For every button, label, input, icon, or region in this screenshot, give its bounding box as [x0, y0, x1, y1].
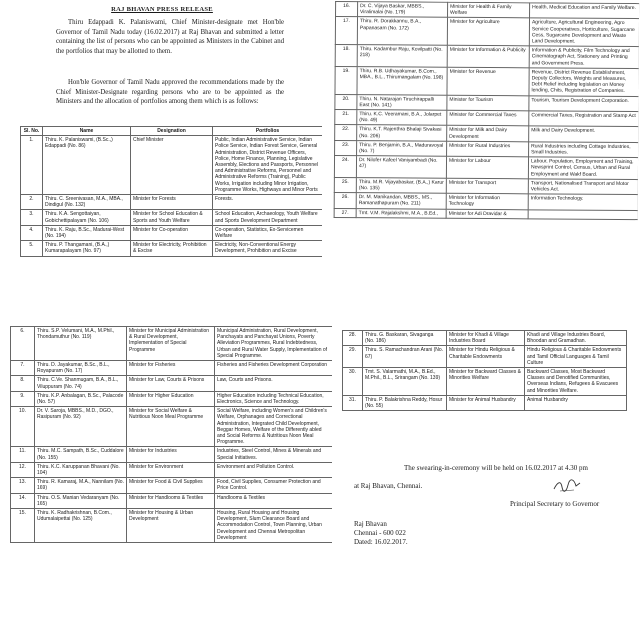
designation-cell: Minister for Animal Husbandry — [447, 395, 525, 410]
portfolio-cell: Public, Indian Administrative Service, Indian Police Service, Indian Forest Service, General Administration, District Revenue Officers, Police, Home Finance, Planning, Legislative Assembly, Elections and Passports, Personnel and Administrative Reforms, Personnel and Administrative Reforms (Training), Public Works, Irrigation including Minor Irrigation, Programme Works, Highways and Minor Ports — [213, 136, 323, 195]
table-row — [334, 208, 638, 219]
portfolio-cell: Food, Civil Supplies, Consumer Protection and Price Control. — [215, 478, 333, 493]
sl-no-cell: 12. — [11, 462, 35, 477]
designation-cell: Minister for Revenue — [447, 67, 529, 95]
table-row — [21, 210, 323, 225]
name-cell: Thiru. D. Jayakumar, B.Sc., B.L., Royapuram (No. 17) — [35, 361, 127, 376]
header-portfolios: Portfolios — [213, 127, 323, 136]
header-name: Name — [43, 127, 131, 136]
designation-cell: Minister for Housing & Urban Development — [127, 509, 215, 543]
designation-cell: Minister for Higher Education — [127, 391, 215, 406]
designation-cell: Minister for Health & Family Welfare — [448, 2, 530, 18]
sl-no-cell: 29. — [343, 346, 363, 368]
designation-cell: Minister for Law, Courts & Prisons — [127, 376, 215, 391]
name-cell: Thiru. P. Balakrishna Reddy, Hosur (No. 55) — [363, 395, 447, 410]
portfolio-cell: Housing, Rural Housing and Housing Development, Slum Clearance Board and Accommodation Control, Town Planning, Urban Development and Chennai Metropolitan Development — [215, 509, 333, 543]
press-release-page-2 — [329, 1, 639, 325]
designation-cell: Chief Minister — [131, 136, 213, 195]
table-row — [335, 66, 639, 96]
portfolio-cell: Municipal Administration, Rural Development, Panchayats and Panchayat Unions, Poverty Alleviation Programmes, Rural Indebtedness, Urban and Rural Water Supply, Implementation of Special Programme. — [215, 327, 333, 361]
portfolio-cell: Khadi and Village Industries Board, Bhoodan and Gramadhan. — [525, 331, 627, 346]
sl-no-cell: 7. — [11, 361, 35, 376]
name-cell: Thiru. P. Thangamani, (B.A.,) Kumarapalayam (No. 97) — [43, 241, 131, 256]
sl-no-cell: 28. — [343, 331, 363, 346]
designation-cell: Minister for Co-operation — [131, 225, 213, 240]
designation-cell: Minister for Social Welfare & Nutritious Noon Meal Programme — [127, 407, 215, 447]
header-designation: Designation — [131, 127, 213, 136]
portfolio-cell: Industries, Steel Control, Mines & Minerals and Special Initiatives. — [215, 447, 333, 462]
portfolio-cell: Forests. — [213, 195, 323, 210]
table-row — [21, 225, 323, 240]
table-row — [11, 361, 333, 376]
name-cell: Tmt. S. Valarmathi, M.A., B.Ed., M.Phil., B.L., Srirangam (No. 139) — [363, 368, 447, 396]
table-row — [343, 368, 627, 396]
name-cell: Dr. V. Saroja, MBBS., M.D., DGO., Rasipuram (No. 92) — [35, 407, 127, 447]
press-release-page-4 — [334, 330, 638, 636]
name-cell: Thiru. K.C. Karuppanan Bhavani (No. 104) — [35, 462, 127, 477]
portfolio-cell: Information & Publicity, Film Technology and Cinematograph Act, Stationery and Printing and Government Press. — [529, 46, 639, 68]
name-cell: Thiru. C. Sreenivasan, M.A., MBA., Dindigul (No. 132) — [43, 195, 131, 210]
designation-cell: Minister for Khadi & Village Industries Board — [447, 331, 525, 346]
portfolio-cell: Environment and Pollution Control. — [215, 462, 333, 477]
sl-no-cell: 23. — [335, 140, 357, 156]
designation-cell: Minister for Electricity, Prohibition & Excise — [131, 241, 213, 256]
sl-no-cell: 5. — [21, 241, 43, 256]
sl-no-cell: 26. — [334, 193, 356, 209]
designation-cell: Minister for Environment — [127, 462, 215, 477]
table-row — [11, 478, 333, 493]
table-row — [21, 136, 323, 195]
sl-no-cell: 8. — [11, 376, 35, 391]
intro-paragraph: Thiru Edappadi K. Palaniswami, Chief Minister-designate met Hon'ble Governor of Tamil Nadu today (16.02.2017) at Raj Bhavan and submitted a letter containing the list of persons who can be appointed as Ministers in the Cabinet and the portfolios that may be allotted to them. — [56, 19, 284, 55]
name-cell: Thiru. S. Ramachandran Arani (No. 67) — [363, 346, 447, 368]
sl-no-cell: 16. — [336, 1, 358, 17]
designation-cell: Minister for Backward Classes & Minorities Welfare — [447, 368, 525, 396]
sl-no-cell: 30. — [343, 368, 363, 396]
ministers-table-4 — [342, 330, 627, 411]
sl-no-cell: 14. — [11, 493, 35, 508]
name-cell: Thiru. M.R. Vijayabaskar, (B.A.,) Karur (No. 135) — [356, 177, 446, 193]
table-row — [11, 376, 333, 391]
ministers-table-3 — [10, 326, 332, 543]
sl-no-cell: 24. — [334, 156, 356, 178]
sl-no-cell: 27. — [334, 208, 356, 217]
designation-cell: Minister for Tourism — [447, 95, 529, 111]
designation-cell: Minister for Fisheries — [127, 361, 215, 376]
portfolio-cell: Hindu Religious & Charitable Endowments and Tamil Official Languages & Tamil Culture — [525, 346, 627, 368]
ceremony-place: at Raj Bhavan, Chennai. — [354, 482, 423, 490]
name-cell: Thiru. K. Palaniswami, (B.Sc.,) Edappadi (No. 86) — [43, 136, 131, 195]
name-cell: Thiru. M.C. Sampath, B.Sc., Cuddalore (No. 155) — [35, 447, 127, 462]
designation-cell: Minister for Food & Civil Supplies — [127, 478, 215, 493]
date-line: Dated: 16.02.2017. — [354, 538, 408, 546]
portfolio-cell — [528, 209, 638, 219]
sl-no-cell: 18. — [335, 45, 357, 67]
address-line: Chennai - 600 022 — [354, 529, 406, 537]
ministers-table-2 — [334, 1, 640, 220]
sl-no-cell: 22. — [335, 125, 357, 141]
press-release-title: RAJ BHAVAN PRESS RELEASE — [111, 6, 213, 13]
table-row — [343, 395, 627, 410]
address-line: Raj Bhavan — [354, 520, 387, 528]
name-cell: Thiru. G. Baskaran, Sivaganga (No. 186) — [363, 331, 447, 346]
sl-no-cell: 19. — [335, 66, 357, 94]
table-header-row — [21, 127, 323, 136]
table-row — [343, 346, 627, 368]
designation-cell: Minister for Labour — [446, 157, 528, 179]
table-row — [11, 462, 333, 477]
portfolio-cell: Higher Education including Technical Education, Electronics, Science and Technology. — [215, 391, 333, 406]
sl-no-cell: 4. — [21, 225, 43, 240]
portfolio-cell: Social Welfare, including Women's and Children's Welfare, Orphanages and Correctional Administration, Integrated Child Development, Beggar Homes, Welfare of the Differently abled and Social Reforms & Nutritious Noon Meal Programme. — [215, 407, 333, 447]
name-cell: Thiru. S.P. Velumani, M.A., M.Phil., Thondamuthur (No. 119) — [35, 327, 127, 361]
designation-cell: Minister for Agriculture — [447, 18, 529, 46]
press-release-page-3 — [2, 326, 332, 638]
sl-no-cell: 3. — [21, 210, 43, 225]
table-row — [11, 509, 333, 543]
designation-cell: Minister for Forests — [131, 195, 213, 210]
sl-no-cell: 1. — [21, 136, 43, 195]
designation-cell: Minister for Hindu Religious & Charitable Endowments — [447, 346, 525, 368]
table-row — [21, 195, 323, 210]
portfolio-cell: Co-operation, Statistics, Ex-Servicemen Welfare — [213, 225, 323, 240]
sl-no-cell: 9. — [11, 391, 35, 406]
table-row — [343, 331, 627, 346]
header-sl-no: Sl. No. — [21, 127, 43, 136]
name-cell: Thiru. R. Dorakkannu, B.A., Papanasam (No. 172) — [357, 17, 447, 45]
designation-cell: Minister for School Education & Sports and Youth Welfare — [131, 210, 213, 225]
table-row — [21, 241, 323, 256]
table-row — [335, 17, 639, 47]
name-cell: Thiru. O.S. Manian Vedaranyam (No. 165) — [35, 493, 127, 508]
name-cell: Thiru. K. Raju, B.Sc., Madurai-West (No. 194) — [43, 225, 131, 240]
sl-no-cell: 10. — [11, 407, 35, 447]
name-cell: Thiru. R. Kamaraj, M.A., Nannilam (No. 169) — [35, 478, 127, 493]
designation-cell: Minister for Information & Publicity — [447, 45, 529, 67]
portfolio-cell: Electricity, Non-Conventional Energy Development, Prohibition and Excise — [213, 241, 323, 256]
name-cell: Thiru. K.A. Sengottaiyan, Gobichettipalayam (No. 106) — [43, 210, 131, 225]
table-row — [335, 45, 639, 69]
sl-no-cell: 20. — [335, 94, 357, 110]
table-row — [334, 156, 638, 180]
name-cell: Thiru. K.T. Rajenthra Bhalaji Sivakasi (No. 206) — [357, 125, 447, 141]
designation-cell: Minister for Transport — [446, 178, 528, 194]
ministers-table-1 — [20, 126, 322, 257]
designation-cell: Minister for Adi Dravidar & — [446, 209, 528, 219]
table-row — [11, 447, 333, 462]
name-cell: Thiru. Kadambur Raju, Kovilpatti (No. 218) — [357, 45, 447, 67]
name-cell: Dr. C. Vijaya Baskar, MBBS., Viralimalai (No. 179) — [358, 2, 448, 18]
signatory-title: Principal Secretary to Governor — [510, 500, 600, 508]
designation-cell: Minister for Industries — [127, 447, 215, 462]
portfolio-cell: Tourism, Tourism Development Corporation. — [529, 95, 639, 111]
name-cell: Thiru. C.Ve. Shanmugam, B.A., B.L., Viluppuram (No. 74) — [35, 376, 127, 391]
name-cell: Tmt. V.M. Rajalakshmi, M.A., B.Ed., — [356, 208, 446, 218]
name-cell: Thiru. N. Natarajan Tiruchirappalli East (No. 141) — [357, 94, 447, 110]
designation-cell: Minister for Information Technology — [446, 194, 528, 210]
name-cell: Thiru. K.P. Anbalagan, B.Sc., Palacode (No. 57) — [35, 391, 127, 406]
sl-no-cell: 2. — [21, 195, 43, 210]
portfolio-cell: Rural Industries including Cottage Industries, Small Industries. — [529, 142, 639, 158]
designation-cell: Minister for Commercial Taxes — [447, 110, 529, 126]
portfolio-cell: Animal Husbandry — [525, 395, 627, 410]
portfolio-cell: Milk and Dairy Development. — [529, 126, 639, 142]
approval-paragraph: Hon'ble Governor of Tamil Nadu approved the recommendations made by the Chief Minister-Designate regarding persons who are to be appointed as the Ministers and the allocation of portfolios among them which is as follows: — [56, 79, 284, 105]
swearing-in-notice: The swearing-in-ceremony will be held on 16.02.2017 at 4.30 pm — [404, 464, 588, 472]
portfolio-cell: Information Technology. — [528, 194, 638, 210]
press-release-page-1 — [2, 2, 322, 324]
sl-no-cell: 21. — [335, 110, 357, 126]
portfolio-cell: Law, Courts and Prisons. — [215, 376, 333, 391]
table-row — [11, 407, 333, 447]
portfolio-cell: Revenue, District Revenue Establishment, Deputy Collectors, Weights and Measures, Debt Relief including legislation on Money lending, Chits, Registration of Companies. — [529, 68, 639, 97]
portfolio-cell: Labour, Population, Employment and Training, Newsprint Control, Census, Urban and Rural Employment and Wakf Board. — [528, 157, 638, 179]
name-cell: Dr. Nilofer Kafeel Vaniyambadi (No. 47) — [356, 156, 446, 178]
table-row — [11, 327, 333, 361]
sl-no-cell: 25. — [334, 177, 356, 193]
designation-cell: Minister for Rural Industries — [447, 141, 529, 157]
portfolio-cell: Handlooms & Textiles — [215, 493, 333, 508]
portfolio-cell: Fisheries and Fisheries Development Corporation — [215, 361, 333, 376]
name-cell: Thiru. R.B. Udhayakumar, B.Com., MBA., B.L., Thirumangalam (No. 198) — [357, 66, 447, 94]
designation-cell: Minister for Milk and Dairy Development — [447, 126, 529, 142]
designation-cell: Minister for Handlooms & Textiles — [127, 493, 215, 508]
sl-no-cell: 6. — [11, 327, 35, 361]
designation-cell: Minister for Municipal Administration & Rural Development, Implementation of Special Programme — [127, 327, 215, 361]
name-cell: Dr. M. Manikandan, MBBS., MS., Ramanathapuram (No. 211) — [356, 193, 446, 209]
sl-no-cell: 31. — [343, 395, 363, 410]
sl-no-cell: 11. — [11, 447, 35, 462]
table-row — [11, 391, 333, 406]
name-cell: Thiru. P. Benjamin, B.A., Maduravoyal (No. 7) — [357, 140, 447, 156]
sl-no-cell: 17. — [335, 17, 357, 45]
portfolio-cell: Transport, Nationalised Transport and Motor Vehicles Act. — [528, 179, 638, 195]
portfolio-cell: Agriculture, Agricultural Engineering, Agro Service Cooperatives, Horticulture, Sugarcane Cess, Sugarcane Development and Waste Land Development. — [529, 18, 639, 47]
portfolio-cell: Commercial Taxes, Registration and Stamp Act — [529, 111, 639, 127]
name-cell: Thiru. K. Radhakrishnan, B.Com., Udumalaipettai (No. 125) — [35, 509, 127, 543]
table-row — [11, 493, 333, 508]
portfolio-cell: Backward Classes, Most Backward Classes and Denotified Communities, Overseas Indians, Refugees & Evacuees and Minorities Welfare. — [525, 368, 627, 396]
sl-no-cell: 15. — [11, 509, 35, 543]
name-cell: Thiru. K.C. Veeramani, B.A., Jolarpet (No. 49) — [357, 110, 447, 126]
signature — [552, 477, 582, 495]
portfolio-cell: Health, Medical Education and Family Welfare. — [530, 3, 640, 19]
sl-no-cell: 13. — [11, 478, 35, 493]
portfolio-cell: School Education, Archaeology, Youth Welfare and Sports Development Department — [213, 210, 323, 225]
